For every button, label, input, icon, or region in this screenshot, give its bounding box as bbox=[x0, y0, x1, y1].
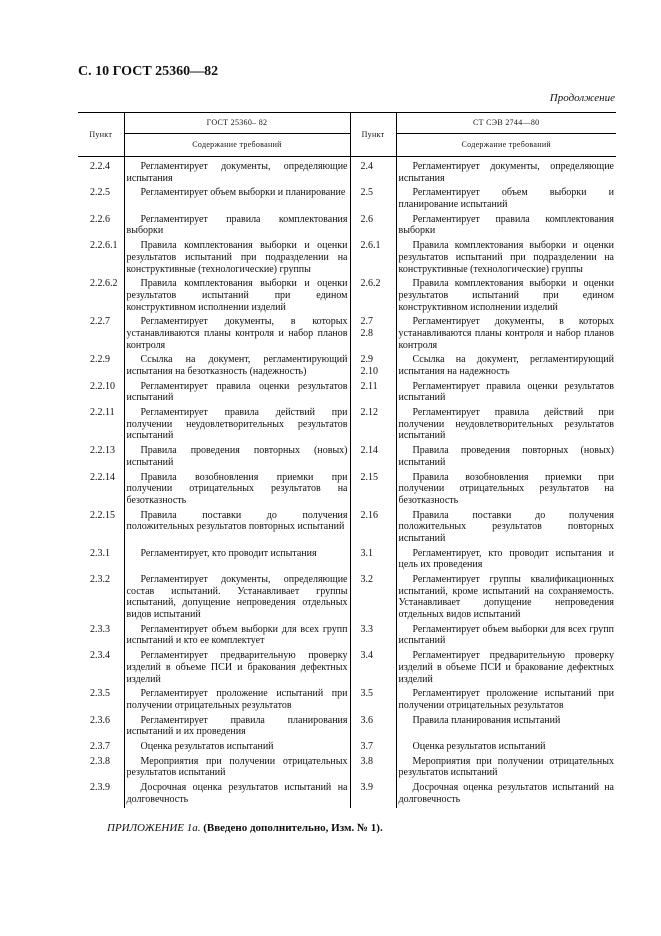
table-row bbox=[78, 624, 616, 650]
left-requirement-text: Регламентирует, кто проводит испытания bbox=[140, 547, 317, 559]
left-clause-number: 2.3.7 bbox=[78, 741, 124, 756]
right-clause-number: 2.14 bbox=[350, 445, 396, 471]
left-clause-number: 2.2.5 bbox=[78, 187, 124, 213]
table-row bbox=[78, 214, 616, 240]
left-requirement-text: Регламентирует правила действий при получении неудовлетворительных результатов испытаний bbox=[126, 407, 348, 442]
appendix-amendment: (Введено дополнительно, Изм. № 1). bbox=[203, 822, 383, 834]
right-requirement-text: Ссылка на документ, регламентирующий испытания на надежность bbox=[398, 354, 614, 377]
right-requirement-text: Регламентирует предварительную проверку изделий в объеме ПСИ и бракование дефектных изделий bbox=[398, 650, 614, 685]
right-requirement-text: Регламентирует, кто проводит испытания и цель их проведения bbox=[398, 547, 614, 571]
left-requirement-text: Регламентирует проложение испытаний при получении отрицательных результатов bbox=[126, 688, 348, 711]
table-row bbox=[78, 574, 616, 624]
table-row bbox=[78, 316, 616, 354]
left-clause-number: 2.3.9 bbox=[78, 782, 124, 808]
left-requirement-text: Правила комплектования выборки и оценки результатов испытаний при едином конструктивном исполнении изделий bbox=[126, 278, 348, 313]
left-clause-number: 2.3.5 bbox=[78, 688, 124, 714]
table-row bbox=[78, 756, 616, 782]
table-row bbox=[78, 472, 616, 510]
left-requirement-text: Правила возобновления приемки при получении отрицательных результатов на безотказность bbox=[126, 471, 348, 506]
left-clause-number: 2.2.6.1 bbox=[78, 240, 124, 278]
col-header-left-standard: ГОСТ 25360– 82 bbox=[124, 113, 350, 134]
left-requirement-text: Регламентирует объем выборки и планирование bbox=[140, 187, 346, 199]
left-requirement-text: Регламентирует документы, определяющие состав испытаний. Устанавливает группы испытаний, допущение непроведения отдельных видов испытаний bbox=[126, 574, 348, 621]
left-clause-number: 2.2.10 bbox=[78, 381, 124, 407]
table-row bbox=[78, 278, 616, 316]
right-clause-number: 3.8 bbox=[350, 756, 396, 782]
left-clause-number: 2.3.4 bbox=[78, 650, 124, 688]
left-requirement-text: Регламентирует объем выборки для всех групп испытаний и кто ее комплектует bbox=[126, 623, 348, 647]
right-requirement-text: Правила комплектования выборки и оценки результатов испытаний при подразделении на конструктивные (технологические) группы bbox=[398, 240, 614, 275]
left-clause-number: 2.2.13 bbox=[78, 445, 124, 471]
right-requirement-text: Регламентирует правила действий при получении неудовлетворительных результатов испытаний bbox=[398, 407, 614, 442]
col-header-content-right: Содержание требований bbox=[396, 134, 616, 157]
right-requirement-text: Правила поставки до получения положительных результатов повторных испытаний bbox=[398, 509, 614, 544]
right-clause-number: 3.6 bbox=[350, 715, 396, 741]
right-requirement-text: Правила проведения повторных (новых) испытаний bbox=[398, 445, 614, 468]
left-requirement-text: Правила проведения повторных (новых) испытаний bbox=[126, 445, 348, 468]
col-header-content-left: Содержание требований bbox=[124, 134, 350, 157]
right-clause-number: 3.3 bbox=[350, 624, 396, 650]
right-clause-number: 2.6 bbox=[350, 214, 396, 240]
left-clause-number: 2.3.2 bbox=[78, 574, 124, 624]
left-clause-number: 2.3.1 bbox=[78, 548, 124, 574]
right-clause-number: 2.6.1 bbox=[350, 240, 396, 278]
appendix-note bbox=[107, 822, 383, 834]
left-clause-number: 2.3.8 bbox=[78, 756, 124, 782]
right-clause-number: 2.9 2.10 bbox=[350, 354, 396, 380]
table-row bbox=[78, 715, 616, 741]
table-row bbox=[78, 157, 616, 188]
right-clause-number: 3.2 bbox=[350, 574, 396, 624]
table-row bbox=[78, 445, 616, 471]
left-requirement-text: Регламентирует правила оценки результатов испытаний bbox=[126, 380, 348, 404]
table-row bbox=[78, 782, 616, 808]
left-clause-number: 2.3.6 bbox=[78, 715, 124, 741]
left-requirement-text: Мероприятия при получении отрицательных результатов испытаний bbox=[126, 755, 348, 779]
right-clause-number: 2.7 2.8 bbox=[350, 316, 396, 354]
left-requirement-text: Регламентирует документы, определяющие испытания bbox=[126, 161, 348, 184]
right-requirement-text: Регламентирует группы квалификационных испытаний, кроме испытаний на сохраняемость. Устанавливает допущение непроведения отдельных видов испытаний bbox=[398, 574, 614, 621]
col-header-punkt-left: Пункт bbox=[78, 113, 124, 157]
right-clause-number: 3.7 bbox=[350, 741, 396, 756]
table-body bbox=[78, 157, 616, 809]
right-clause-number: 2.11 bbox=[350, 381, 396, 407]
right-requirement-text: Правила комплектования выборки и оценки результатов испытаний при едином конструктивном исполнении изделий bbox=[398, 278, 614, 313]
table-row bbox=[78, 240, 616, 278]
right-requirement-text: Правила планирования испытаний bbox=[412, 714, 561, 726]
left-requirement-text: Регламентирует предварительную проверку изделий в объеме ПСИ и бракования дефектных изделий bbox=[126, 650, 348, 685]
right-requirement-text: Оценка результатов испытаний bbox=[412, 740, 546, 752]
right-requirement-text: Досрочная оценка результатов испытаний на долговечность bbox=[398, 782, 614, 805]
right-clause-number: 2.16 bbox=[350, 510, 396, 548]
table-row bbox=[78, 354, 616, 380]
left-requirement-text: Правила поставки до получения положительных результатов повторных испытаний bbox=[126, 509, 348, 533]
left-requirement-text: Регламентирует правила комплектования выборки bbox=[126, 213, 348, 237]
right-clause-number: 3.1 bbox=[350, 548, 396, 574]
left-clause-number: 2.2.6.2 bbox=[78, 278, 124, 316]
table-row bbox=[78, 548, 616, 574]
right-clause-number: 2.15 bbox=[350, 472, 396, 510]
right-clause-number: 3.4 bbox=[350, 650, 396, 688]
left-requirement-text: Оценка результатов испытаний bbox=[140, 740, 274, 752]
table-row bbox=[78, 688, 616, 714]
left-clause-number: 2.2.4 bbox=[78, 157, 124, 188]
right-requirement-text: Регламентирует документы, определяющие испытания bbox=[398, 161, 614, 184]
left-clause-number: 2.2.7 bbox=[78, 316, 124, 354]
table-row bbox=[78, 741, 616, 756]
left-requirement-text: Регламентирует документы, в которых устанавливаются планы контроля и набор планов контроля bbox=[126, 316, 348, 351]
right-requirement-text: Правила возобновления приемки при получении отрицательных результатов на безотказность bbox=[398, 471, 614, 506]
left-clause-number: 2.2.15 bbox=[78, 510, 124, 548]
right-requirement-text: Регламентирует правила комплектования выборки bbox=[398, 213, 614, 237]
right-requirement-text: Регламентирует проложение испытаний при получении отрицательных результатов bbox=[398, 688, 614, 711]
right-requirement-text: Регламентирует правила оценки результатов испытаний bbox=[398, 380, 614, 404]
table-row bbox=[78, 510, 616, 548]
continuation-label: Продолжение bbox=[549, 92, 615, 104]
col-header-right-standard: СТ СЭВ 2744—80 bbox=[396, 113, 616, 134]
page-header: С. 10 ГОСТ 25360—82 bbox=[78, 64, 219, 79]
right-requirement-text: Регламентирует объем выборки и планирование испытаний bbox=[398, 187, 614, 211]
right-clause-number: 2.4 bbox=[350, 157, 396, 188]
left-requirement-text: Ссылка на документ, регламентирующий испытания на безотказность (надежность) bbox=[126, 354, 348, 377]
right-clause-number: 2.6.2 bbox=[350, 278, 396, 316]
left-requirement-text: Регламентирует правила планирования испытаний и их проведения bbox=[126, 714, 348, 738]
left-requirement-text: Досрочная оценка результатов испытаний на долговечность bbox=[126, 782, 348, 805]
left-clause-number: 2.2.9 bbox=[78, 354, 124, 380]
comparison-table bbox=[78, 112, 616, 808]
right-clause-number: 3.9 bbox=[350, 782, 396, 808]
table-row bbox=[78, 650, 616, 688]
right-requirement-text: Регламентирует документы, в которых устанавливаются планы контроля и набор планов контроля bbox=[398, 316, 614, 351]
left-clause-number: 2.2.14 bbox=[78, 472, 124, 510]
right-requirement-text: Мероприятия при получении отрицательных результатов испытаний bbox=[398, 755, 614, 779]
table-row bbox=[78, 187, 616, 213]
table-row bbox=[78, 381, 616, 407]
right-clause-number: 2.12 bbox=[350, 407, 396, 445]
left-clause-number: 2.2.11 bbox=[78, 407, 124, 445]
right-clause-number: 2.5 bbox=[350, 187, 396, 213]
right-requirement-text: Регламентирует объем выборки для всех групп испытаний bbox=[398, 623, 614, 647]
appendix-label: ПРИЛОЖЕНИЕ 1а. bbox=[107, 822, 201, 834]
left-clause-number: 2.2.6 bbox=[78, 214, 124, 240]
table-row bbox=[78, 407, 616, 445]
col-header-punkt-right: Пункт bbox=[350, 113, 396, 157]
left-requirement-text: Правила комплектования выборки и оценки результатов испытаний при подразделении на конструктивные (технологические) группы bbox=[126, 240, 348, 275]
left-clause-number: 2.3.3 bbox=[78, 624, 124, 650]
right-clause-number: 3.5 bbox=[350, 688, 396, 714]
